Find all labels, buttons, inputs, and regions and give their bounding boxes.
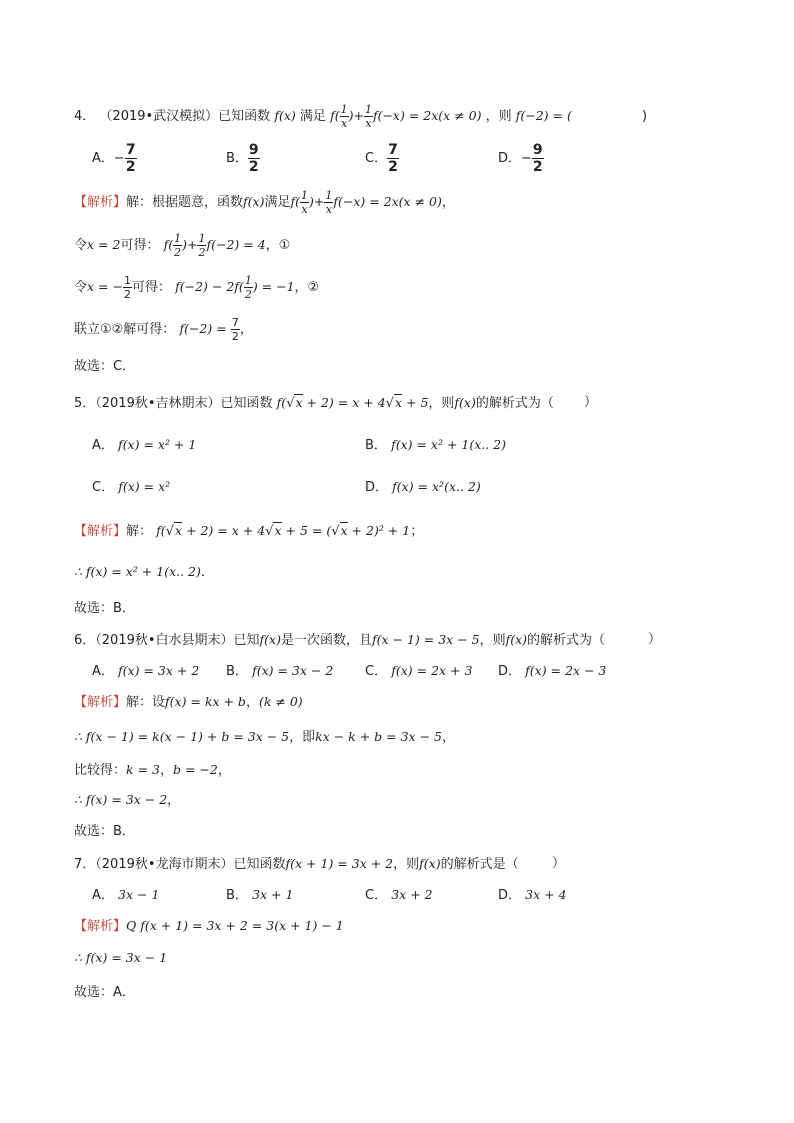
q6-solution-line-1: 【解析】解：设f(x) = kx + b，(k ≠ 0) — [74, 694, 303, 710]
q4-number: 4． — [74, 109, 96, 124]
q4-option-a: A．− $\frac{7}{2}$ — [92, 142, 136, 175]
q7-answer: 故选：A． — [74, 985, 135, 1000]
q5-option-b: B． f(x) = x² + 1(x.. 2) — [365, 437, 507, 453]
q4-fx: f(x) — [274, 108, 296, 123]
q4-solution-line-4: 联立①②解可得： f(−2) = $\frac{7}{2}$ ， — [74, 316, 253, 343]
q7-solution-line-2: ∴ f(x) = 3x − 1 — [74, 950, 168, 965]
q6-answer: 故选：B． — [74, 824, 135, 839]
q4-stem — [74, 104, 572, 128]
q4-answer: 故选：C． — [74, 359, 136, 374]
q5-stem: 5．（2019秋•吉林期末）已知函数 f(√x + 2) = x + 4√x + 5，则f(x)的解析式为（ — [74, 395, 554, 411]
q7-solution-line-1: 【解析】Q f(x + 1) = 3x + 2 = 3(x + 1) − 1 — [74, 918, 344, 934]
q4-ask: f(−2) = ( — [515, 108, 572, 123]
q4-close-paren: ) — [642, 109, 648, 124]
q6-option-c: C． f(x) = 2x + 3 — [365, 663, 473, 679]
analysis-tag: 【解析】 — [74, 695, 127, 710]
q7-option-b: B． 3x + 1 — [226, 887, 294, 903]
q6-option-d: D． f(x) = 2x − 3 — [498, 663, 607, 679]
analysis-tag: 【解析】 — [74, 524, 127, 539]
q4-source: （2019•武汉模拟）已知函数 — [99, 109, 271, 124]
q6-option-a: A． f(x) = 3x + 2 — [92, 663, 200, 679]
q5-option-c: C． f(x) = x² — [92, 479, 171, 495]
q4-solution-line-2: 令x = 2可得： f( $\frac{1}{2}$ )+ $\frac{1}{2}$ f(−2) = 4，① — [74, 232, 291, 259]
analysis-tag: 【解析】 — [74, 919, 127, 934]
q6-solution-line-3: 比较得：k = 3，b = −2， — [74, 762, 231, 778]
q6-solution-line-2: ∴ f(x − 1) = k(x − 1) + b = 3x − 5，即kx − k + b = 3x − 5， — [74, 729, 455, 745]
q6-option-b: B． f(x) = 3x − 2 — [226, 663, 334, 679]
analysis-tag: 【解析】 — [74, 195, 127, 210]
q5-close-paren: ） — [584, 395, 598, 410]
q7-option-c: C． 3x + 2 — [365, 887, 433, 903]
q6-stem: 6．（2019秋•白水县期末）已知f(x)是一次函数，且f(x − 1) = 3x − 5，则f(x)的解析式为（ — [74, 632, 606, 648]
q4-then: ，则 — [485, 109, 512, 124]
q6-solution-line-4: ∴ f(x) = 3x − 2， — [74, 792, 181, 808]
q5-option-a: A． f(x) = x² + 1 — [92, 437, 197, 453]
q6-close-paren: ） — [648, 632, 662, 647]
q4-condition: f( $\frac{1}{x}$ )+ $\frac{1}{x}$ f(−x) = 2x(x ≠ 0) — [330, 103, 482, 130]
q4-solution-line-3: 令x = − $\frac{1}{2}$ 可得： f(−2) − 2f( $\frac{1}{2}$ ) = −1，② — [74, 274, 320, 301]
q4-option-c: C． $\frac{7}{2}$ — [365, 142, 398, 175]
q7-stem: 7．（2019秋•龙海市期末）已知函数f(x + 1) = 3x + 2，则f(x)的解析式是（ — [74, 856, 519, 872]
q7-close-paren: ） — [552, 856, 566, 871]
q5-answer: 故选：B． — [74, 601, 135, 616]
q5-solution-line-2: ∴ f(x) = x² + 1(x.. 2)． — [74, 564, 214, 580]
q4-satisfies: 满足 — [299, 109, 326, 124]
q5-option-d: D． f(x) = x²(x.. 2) — [365, 479, 481, 495]
q5-solution-line-1: 【解析】解： f(√x + 2) = x + 4√x + 5 = (√x + 2)² + 1； — [74, 523, 424, 539]
q7-option-a: A． 3x − 1 — [92, 887, 160, 903]
q4-option-b: B． $\frac{9}{2}$ — [226, 142, 259, 175]
q4-option-d: D．− $\frac{9}{2}$ — [498, 142, 543, 175]
q7-option-d: D． 3x + 4 — [498, 887, 567, 903]
q4-solution-line-1: 【解析】解：根据题意，函数f(x)满足f( $\frac{1}{x}$ )+ $\frac{1}{x}$ f(−x) = 2x(x ≠ 0)， — [74, 189, 455, 216]
